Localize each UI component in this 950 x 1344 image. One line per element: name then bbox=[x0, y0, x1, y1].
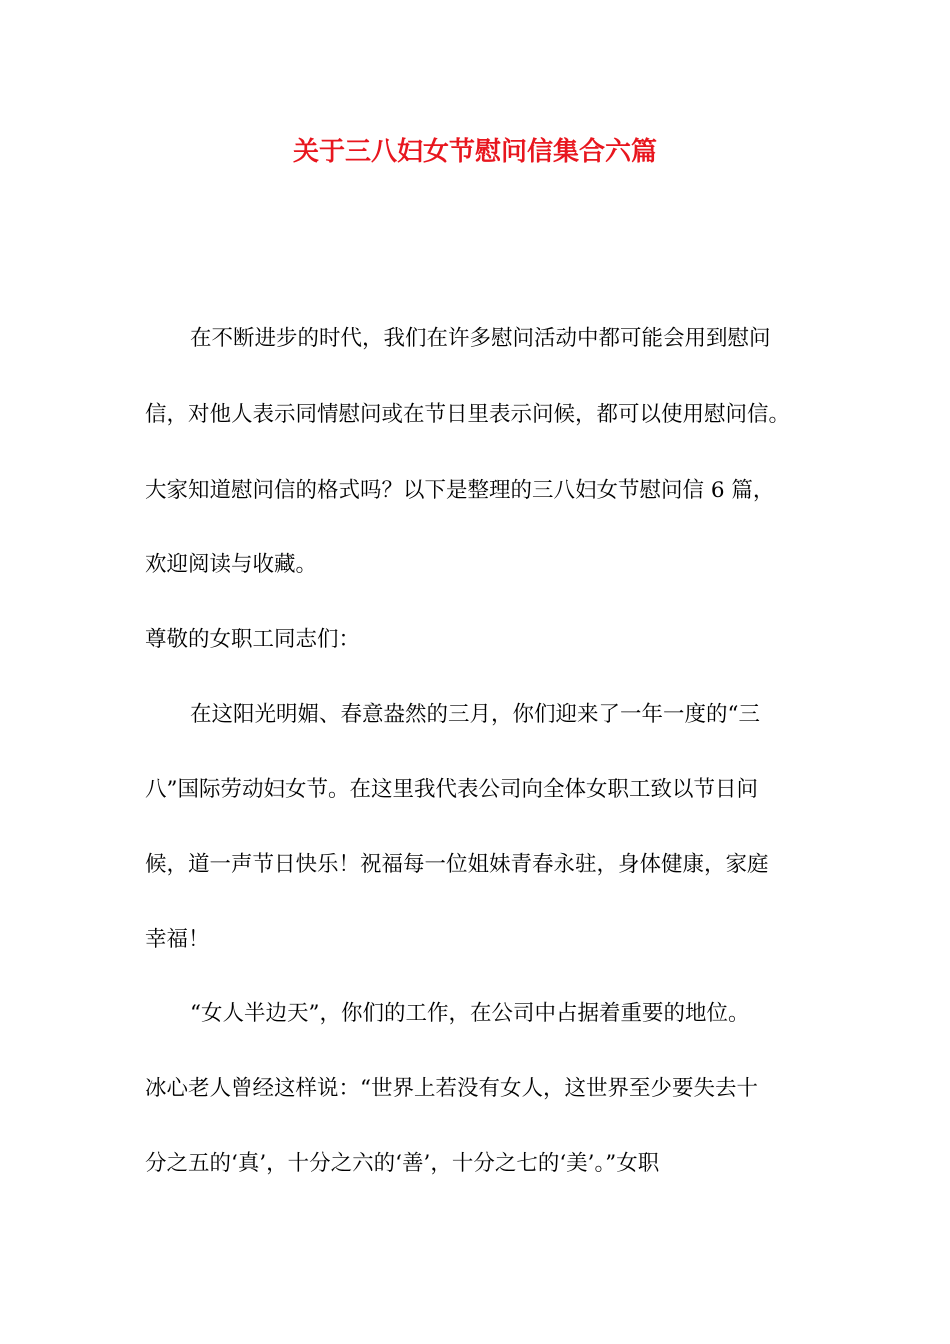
body-line: 大家知道慰问信的格式吗？以下是整理的三八妇女节慰问信 6 篇， bbox=[145, 478, 775, 503]
body-line: 信，对他人表示同情慰问或在节日里表示问候，都可以使用慰问信。 bbox=[145, 402, 791, 427]
body-line: 在这阳光明媚、春意盎然的三月，你们迎来了一年一度的“三 bbox=[190, 702, 760, 727]
body-line: 幸福！ bbox=[145, 927, 210, 952]
salutation: 尊敬的女职工同志们： bbox=[145, 627, 361, 652]
body-line: 八”国际劳动妇女节。在这里我代表公司向全体女职工致以节日问 bbox=[145, 777, 758, 802]
body-line: 在不断进步的时代，我们在许多慰问活动中都可能会用到慰问 bbox=[190, 326, 771, 351]
body-line: 欢迎阅读与收藏。 bbox=[145, 552, 318, 577]
document-title: 关于三八妇女节慰问信集合六篇 bbox=[292, 137, 657, 167]
body-line: “女人半边天”，你们的工作，在公司中占据着重要的地位。 bbox=[190, 1001, 750, 1026]
body-line: 候，道一声节日快乐！祝福每一位姐妹青春永驻，身体健康，家庭 bbox=[145, 852, 769, 877]
body-line: 分之五的‘真’，十分之六的‘善’，十分之七的‘美’。”女职 bbox=[145, 1151, 660, 1176]
body-line: 冰心老人曾经这样说：“世界上若没有女人，这世界至少要失去十 bbox=[145, 1076, 758, 1101]
